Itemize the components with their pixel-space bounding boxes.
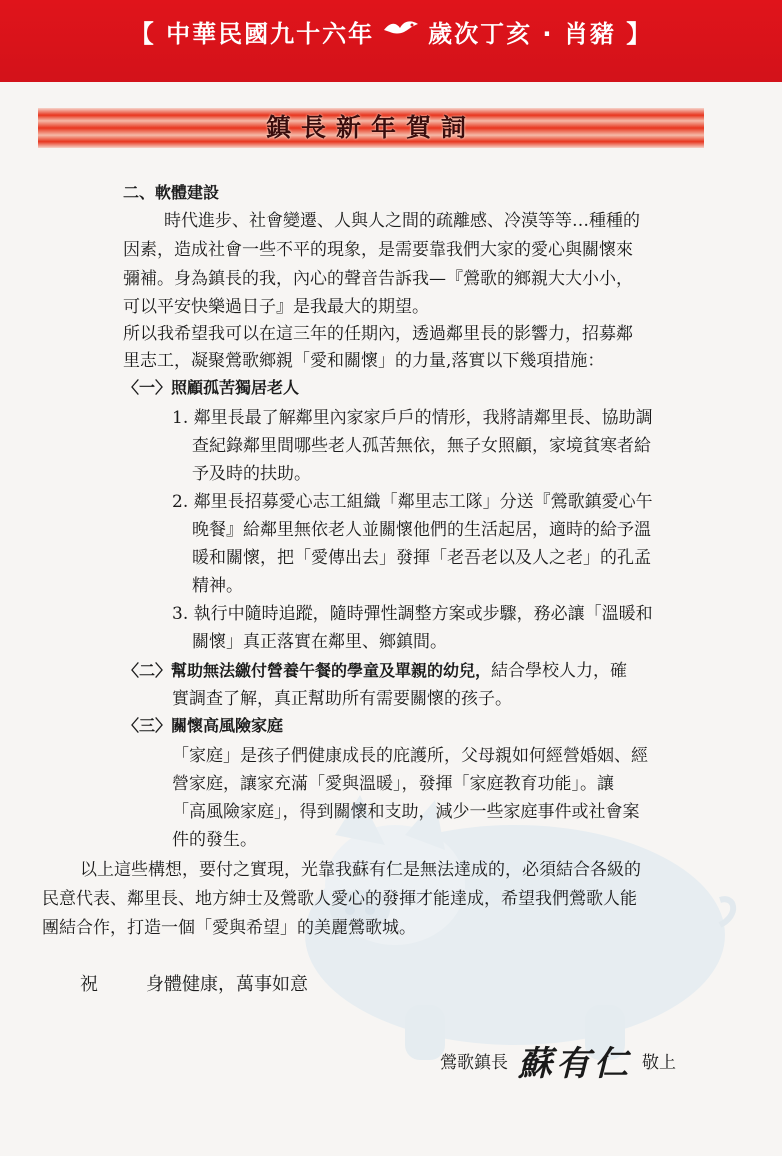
paragraph-line: 所以我希望我可以在這三年的任期內，透過鄰里長的影響力，招募鄰 [123,324,633,344]
paragraph-line: 里志工，凝聚鶯歌鄉親「愛和關懷」的力量,落實以下幾項措施： [123,351,605,371]
item2-heading-tail: 結合學校人力，確 [491,661,628,681]
item1-line: 暖和關懷，把「愛傳出去」發揮「老吾老以及人之老」的孔孟 [192,548,651,568]
header-right-text: 歲次丁亥 · 肖豬 】 [428,20,653,48]
item2-heading-line [123,656,627,681]
item1-line: 精神。 [192,576,243,596]
item1-line: 予及時的扶助。 [192,464,311,484]
page-title: 鎮長新年賀詞 [265,113,476,142]
item3-line: 「家庭」是孩子們健康成長的庇護所，父母親如何經營婚姻、經 [172,746,648,766]
item3-line: 「高風險家庭」，得到關懷和支助，減少一些家庭事件或社會案 [172,802,640,822]
blessing-right: 身體健康，萬事如意 [146,974,308,995]
paragraph-line: 時代進步、社會變遷、人與人之間的疏離感、冷漠等等…種種的 [164,211,640,231]
item1-line: 關懷」真正落實在鄰里、鄉鎮間。 [192,632,447,652]
paragraph-line: 彌補。身為鎮長的我，內心的聲音告訴我—『鶯歌的鄉親大大小小， [123,269,633,289]
signature-block [440,1030,720,1090]
item1-line: 查紀錄鄰里間哪些老人孤苦無依，無子女照顧，家境貧寒者給 [192,436,651,456]
item1-line: 1. 鄰里長最了解鄰里內家家戶戶的情形，我將請鄰里長、協助調 [172,408,653,428]
signature-title: 鶯歌鎮長 [440,1052,508,1073]
item1-line: 3. 執行中隨時追蹤，隨時彈性調整方案或步驟，務必讓「溫暖和 [172,604,653,624]
item3-line: 營家庭，讓家充滿「愛與溫暖」，發揮「家庭教育功能」。讓 [172,774,614,794]
item2-line: 實調查了解，真正幫助所有需要關懷的孩子。 [172,689,512,709]
blessing-left: 祝 [80,974,98,995]
item3-line: 件的發生。 [172,830,257,850]
item2-heading: 〈二〉幫助無法繳付營養午餐的學童及單親的幼兒， [123,661,492,680]
signature-closing: 敬上 [642,1052,676,1073]
item1-line: 2. 鄰里長招募愛心志工組織「鄰里志工隊」分送『鶯歌鎮愛心午 [172,492,653,512]
section-heading: 二、軟體建設 [123,183,220,202]
item1-line: 晚餐』給鄰里無依老人並關懷他們的生活起居，適時的給予溫 [192,520,651,540]
paragraph-line: 可以平安快樂過日子』是我最大的期望。 [123,297,429,317]
closing-line: 民意代表、鄰里長、地方紳士及鶯歌人愛心的發揮才能達成，希望我們鶯歌人能 [42,889,637,909]
signature-name: 蘇有仁 [518,1043,632,1084]
item1-heading: 〈一〉照顧孤苦獨居老人 [123,378,300,397]
item3-heading: 〈三〉關懷高風險家庭 [123,716,284,735]
header-left-text: 【 中華民國九十六年 [129,20,375,48]
paragraph-line: 因素，造成社會一些不平的現象，是需要靠我們大家的愛心與關懷來 [123,240,633,260]
closing-line: 以上這些構想，要付之實現，光靠我蘇有仁是無法達成的，必須結合各級的 [80,860,641,880]
closing-line: 團結合作，打造一個「愛與希望」的美麗鶯歌城。 [42,918,416,938]
